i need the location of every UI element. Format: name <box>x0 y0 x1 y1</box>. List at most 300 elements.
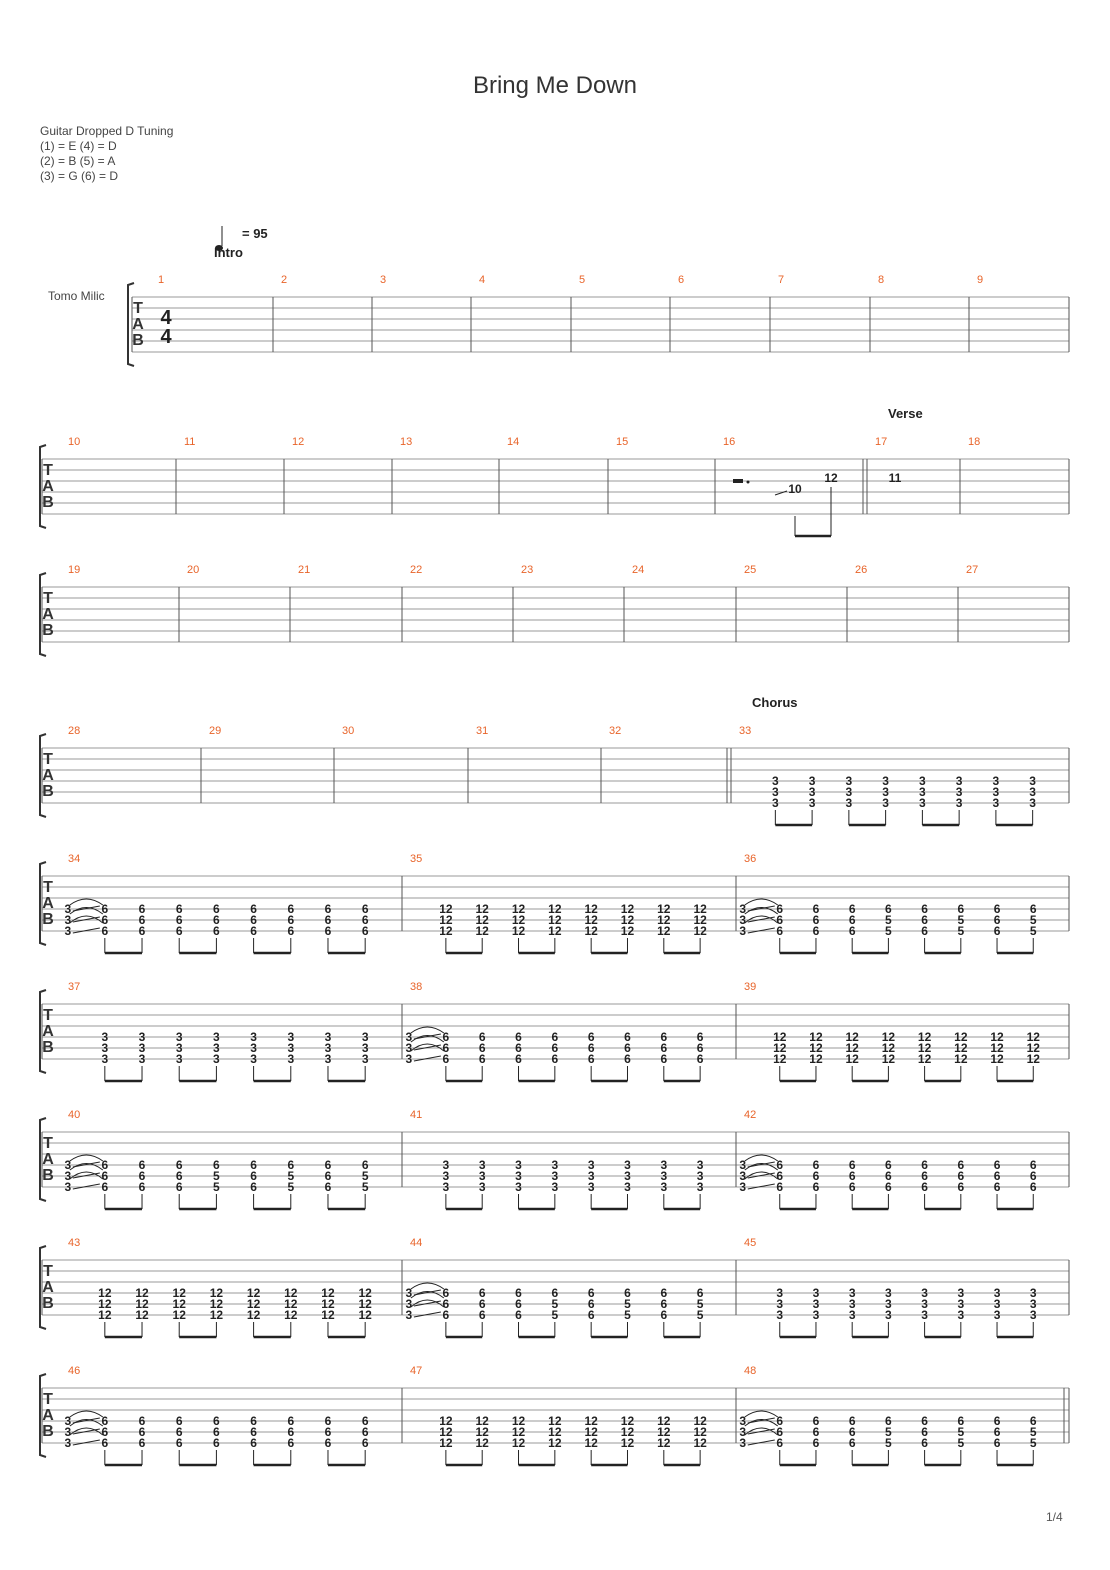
tab-clef-letter: B <box>42 1295 54 1312</box>
fret-number: 5 <box>957 913 965 927</box>
fret-number: 6 <box>993 902 1001 916</box>
fret-number: 3 <box>101 1052 109 1066</box>
fret-number: 3 <box>957 1308 965 1322</box>
fret-number: 3 <box>587 1169 595 1183</box>
bar-number: 48 <box>744 1365 757 1377</box>
fret-number: 6 <box>478 1030 486 1044</box>
fret-number: 6 <box>921 1169 928 1183</box>
fret-number: 12 <box>135 1308 149 1322</box>
fret-number: 6 <box>812 1436 820 1450</box>
fret-number: 3 <box>64 1158 72 1172</box>
fret-number: 6 <box>587 1286 595 1300</box>
fret-number: 6 <box>361 1425 369 1439</box>
fret-number: 6 <box>1029 1158 1037 1172</box>
fret-number: 6 <box>993 1169 1001 1183</box>
fret-number: 3 <box>772 785 779 799</box>
fret-number: 6 <box>660 1030 668 1044</box>
fret-number: 6 <box>287 1414 295 1428</box>
fret-number: 12 <box>284 1308 298 1322</box>
fret-number: 6 <box>287 1425 295 1439</box>
fret-number: 12 <box>135 1286 149 1300</box>
fret-number: 12 <box>511 1414 526 1428</box>
fret-number: 6 <box>624 1041 631 1055</box>
fret-number: 6 <box>324 1180 332 1194</box>
fret-number: 6 <box>696 1030 704 1044</box>
fret-number: 5 <box>287 1169 295 1183</box>
fret-number: 12 <box>439 1414 453 1428</box>
fret-number: 12 <box>990 1052 1004 1066</box>
fret-number: 3 <box>885 1308 892 1322</box>
fret-number: 3 <box>405 1030 413 1044</box>
tuning-line: (2) = B (5) = A <box>40 154 116 168</box>
section-label: Intro <box>214 245 243 260</box>
fret-number: 5 <box>213 1180 220 1194</box>
fret-number: 6 <box>587 1030 595 1044</box>
fret-number: 12 <box>439 902 453 916</box>
fret-number: 3 <box>324 1041 332 1055</box>
fret-number: 3 <box>138 1030 146 1044</box>
fret-number: 3 <box>992 796 1000 810</box>
fret-number: 3 <box>250 1030 257 1044</box>
tab-clef-letter: B <box>42 911 54 928</box>
fret-number: 12 <box>475 1414 489 1428</box>
bar-number: 40 <box>68 1109 81 1121</box>
bar-number: 7 <box>778 274 785 286</box>
fret-number: 3 <box>739 1169 747 1183</box>
fret-number: 12 <box>881 1041 896 1055</box>
fret-number: 6 <box>175 1414 183 1428</box>
fret-number: 5 <box>885 913 892 927</box>
fret-number: 6 <box>696 1041 704 1055</box>
fret-number: 12 <box>773 1030 787 1044</box>
tuning-name: Guitar Dropped D Tuning <box>40 124 174 138</box>
fret-number: 12 <box>954 1041 968 1055</box>
fret-number: 12 <box>439 913 453 927</box>
fret-number: 3 <box>660 1158 668 1172</box>
fret-number: 3 <box>64 1425 72 1439</box>
fret-number: 12 <box>1026 1030 1040 1044</box>
fret-number: 12 <box>439 1436 453 1450</box>
fret-number: 6 <box>442 1041 450 1055</box>
fret-number: 6 <box>776 1425 784 1439</box>
fret-number: 12 <box>845 1030 859 1044</box>
fret-number: 3 <box>993 1297 1001 1311</box>
fret-number: 3 <box>64 1414 72 1428</box>
fret-number: 12 <box>439 1425 453 1439</box>
bar-number: 13 <box>400 436 413 448</box>
tempo-marking: = 95 <box>242 226 268 241</box>
fret-number: 6 <box>101 902 109 916</box>
fret-number: 6 <box>287 1158 295 1172</box>
tab-clef-letter: T <box>43 879 53 896</box>
fret-number: 12 <box>620 902 635 916</box>
fret-number: 12 <box>809 1041 823 1055</box>
fret-number: 12 <box>954 1052 968 1066</box>
fret-number: 6 <box>213 1158 220 1172</box>
fret-number: 12 <box>358 1297 372 1311</box>
rest-dot <box>747 481 750 484</box>
fret-number: 6 <box>957 902 965 916</box>
fret-number: 3 <box>772 774 779 788</box>
bar-number: 19 <box>68 564 81 576</box>
fret-number: 6 <box>213 1414 220 1428</box>
bar-number: 44 <box>410 1237 423 1249</box>
tab-clef-letter: B <box>42 494 54 511</box>
tab-clef-letter: A <box>42 1407 54 1424</box>
fret-number: 12 <box>172 1286 186 1300</box>
fret-number: 3 <box>324 1052 332 1066</box>
fret-number: 3 <box>882 796 889 810</box>
fret-number: 12 <box>917 1041 932 1055</box>
fret-number: 6 <box>138 1436 146 1450</box>
fret-number: 6 <box>660 1052 668 1066</box>
fret-number: 3 <box>624 1180 631 1194</box>
fret-number: 5 <box>551 1308 559 1322</box>
fret-number: 12 <box>693 1414 707 1428</box>
fret-number: 6 <box>138 902 146 916</box>
fret-number: 12 <box>657 1425 671 1439</box>
fret-number: 3 <box>478 1158 486 1172</box>
fret-number: 6 <box>101 1425 109 1439</box>
fret-number: 6 <box>848 902 856 916</box>
fret-number: 6 <box>138 1425 146 1439</box>
fret-number: 3 <box>442 1158 450 1172</box>
fret-number: 6 <box>138 913 146 927</box>
fret-number: 6 <box>1029 902 1037 916</box>
fret-number: 3 <box>993 1308 1001 1322</box>
fret-number: 12 <box>548 1425 562 1439</box>
fret-number: 12 <box>1026 1052 1040 1066</box>
fret-number: 3 <box>848 1297 856 1311</box>
tab-clef-letter: A <box>42 606 54 623</box>
fret-number: 6 <box>213 1425 220 1439</box>
fret-number: 3 <box>848 1286 856 1300</box>
fret-number: 12 <box>548 1414 562 1428</box>
fret-number: 6 <box>250 902 257 916</box>
fret-number: 6 <box>993 1180 1001 1194</box>
fret-number: 6 <box>361 913 369 927</box>
fret-number: 12 <box>209 1308 224 1322</box>
fret-number: 12 <box>548 924 562 938</box>
fret-number: 12 <box>657 1436 671 1450</box>
fret-number: 6 <box>361 1436 369 1450</box>
fret-number: 6 <box>175 1169 183 1183</box>
fret-number: 3 <box>287 1052 295 1066</box>
fret-number: 12 <box>246 1308 261 1322</box>
fret-number: 3 <box>551 1169 559 1183</box>
fret-number: 6 <box>287 1436 295 1450</box>
fret-number: 3 <box>250 1041 257 1055</box>
bar-number: 6 <box>678 274 685 286</box>
fret-number: 6 <box>175 1425 183 1439</box>
fret-number: 6 <box>101 1169 109 1183</box>
fret-number: 6 <box>551 1041 559 1055</box>
bar-number: 31 <box>476 725 489 737</box>
fret-number: 6 <box>175 913 183 927</box>
fret-number: 6 <box>250 1414 257 1428</box>
tab-clef-letter: A <box>42 478 54 495</box>
fret-number: 6 <box>250 913 257 927</box>
fret-number: 11 <box>888 471 902 485</box>
fret-number: 3 <box>739 924 747 938</box>
fret-number: 12 <box>439 924 453 938</box>
fret-number: 6 <box>776 1414 784 1428</box>
fret-number: 10 <box>788 482 802 496</box>
fret-number: 3 <box>660 1169 668 1183</box>
fret-number: 6 <box>921 902 928 916</box>
page-number: 1/4 <box>1046 1510 1063 1524</box>
tie-arc <box>70 1155 103 1161</box>
fret-number: 12 <box>548 902 562 916</box>
bar-number: 1 <box>158 274 165 286</box>
fret-number: 6 <box>921 1414 928 1428</box>
fret-number: 6 <box>213 902 220 916</box>
bar-number: 24 <box>632 564 645 576</box>
tab-clef-letter: B <box>42 1423 54 1440</box>
fret-number: 6 <box>776 1436 784 1450</box>
fret-number: 12 <box>881 1030 896 1044</box>
fret-number: 12 <box>620 924 635 938</box>
fret-number: 6 <box>324 1425 332 1439</box>
fret-number: 6 <box>812 1158 820 1172</box>
fret-number: 6 <box>515 1030 522 1044</box>
fret-number: 6 <box>660 1308 668 1322</box>
fret-number: 12 <box>584 902 598 916</box>
fret-number: 6 <box>478 1286 486 1300</box>
fret-number: 3 <box>992 785 1000 799</box>
fret-number: 6 <box>885 1414 892 1428</box>
fret-number: 6 <box>515 1286 522 1300</box>
fret-number: 5 <box>1029 924 1037 938</box>
fret-number: 6 <box>993 924 1001 938</box>
fret-number: 3 <box>101 1041 109 1055</box>
fret-number: 12 <box>693 902 707 916</box>
bar-number: 22 <box>410 564 423 576</box>
fret-number: 3 <box>587 1158 595 1172</box>
tab-clef-letter: T <box>43 1263 53 1280</box>
fret-number: 3 <box>1029 1308 1037 1322</box>
section-label: Verse <box>888 406 923 421</box>
fret-number: 12 <box>172 1308 186 1322</box>
fret-number: 12 <box>475 913 489 927</box>
tab-clef-letter: A <box>42 1279 54 1296</box>
fret-number: 6 <box>885 1169 892 1183</box>
fret-number: 12 <box>475 1425 489 1439</box>
fret-number: 6 <box>324 1414 332 1428</box>
fret-number: 3 <box>739 1425 747 1439</box>
tab-clef-letter: T <box>43 1135 53 1152</box>
bar-number: 37 <box>68 981 81 993</box>
fret-number: 3 <box>1029 796 1036 810</box>
fret-number: 6 <box>287 902 295 916</box>
fret-number: 12 <box>284 1297 298 1311</box>
fret-number: 3 <box>696 1169 704 1183</box>
fret-number: 6 <box>921 924 928 938</box>
fret-number: 5 <box>213 1169 220 1183</box>
bar-number: 32 <box>609 725 622 737</box>
fret-number: 5 <box>885 1436 892 1450</box>
time-signature-top: 4 <box>160 307 172 329</box>
fret-number: 6 <box>101 1158 109 1172</box>
fret-number: 3 <box>812 1308 820 1322</box>
fret-number: 6 <box>624 1052 631 1066</box>
bar-number: 28 <box>68 725 81 737</box>
fret-number: 12 <box>511 924 526 938</box>
tie-arc <box>411 1027 444 1033</box>
fret-number: 12 <box>358 1286 372 1300</box>
fret-number: 5 <box>957 1436 965 1450</box>
fret-number: 6 <box>885 1158 892 1172</box>
tie-arc <box>70 899 103 905</box>
fret-number: 6 <box>250 1180 257 1194</box>
tie-arc <box>745 1411 778 1417</box>
fret-number: 6 <box>848 1414 856 1428</box>
fret-number: 3 <box>551 1180 559 1194</box>
section-label: Chorus <box>752 695 798 710</box>
fret-number: 3 <box>515 1180 522 1194</box>
fret-number: 3 <box>361 1041 369 1055</box>
bar-number: 25 <box>744 564 757 576</box>
fret-number: 6 <box>478 1308 486 1322</box>
fret-number: 3 <box>882 785 889 799</box>
fret-number: 6 <box>250 1169 257 1183</box>
fret-number: 3 <box>64 1180 72 1194</box>
fret-number: 6 <box>776 1158 784 1172</box>
fret-number: 3 <box>660 1180 668 1194</box>
fret-number: 6 <box>812 924 820 938</box>
fret-number: 12 <box>693 1425 707 1439</box>
bar-number: 16 <box>723 436 736 448</box>
fret-number: 6 <box>324 1158 332 1172</box>
fret-number: 3 <box>921 1308 928 1322</box>
fret-number: 5 <box>361 1169 369 1183</box>
fret-number: 6 <box>921 1425 928 1439</box>
fret-number: 3 <box>442 1169 450 1183</box>
fret-number: 3 <box>772 796 779 810</box>
fret-number: 12 <box>284 1286 298 1300</box>
fret-number: 12 <box>209 1286 224 1300</box>
bar-number: 18 <box>968 436 981 448</box>
bar-number: 20 <box>187 564 200 576</box>
fret-number: 6 <box>551 1286 559 1300</box>
tab-clef-letter: T <box>43 751 53 768</box>
fret-number: 12 <box>657 924 671 938</box>
fret-number: 6 <box>478 1052 486 1066</box>
fret-number: 6 <box>175 1158 183 1172</box>
fret-number: 6 <box>138 1180 146 1194</box>
fret-number: 6 <box>696 1286 704 1300</box>
fret-number: 6 <box>957 1158 965 1172</box>
fret-number: 3 <box>885 1286 892 1300</box>
fret-number: 3 <box>361 1030 369 1044</box>
fret-number: 12 <box>657 1414 671 1428</box>
fret-number: 12 <box>584 913 598 927</box>
fret-number: 12 <box>657 902 671 916</box>
bar-number: 36 <box>744 853 757 865</box>
fret-number: 6 <box>587 1308 595 1322</box>
fret-number: 6 <box>812 1414 820 1428</box>
fret-number: 6 <box>993 1425 1001 1439</box>
fret-number: 12 <box>584 1436 598 1450</box>
fret-number: 3 <box>324 1030 332 1044</box>
fret-number: 5 <box>551 1297 559 1311</box>
fret-number: 3 <box>405 1041 413 1055</box>
fret-number: 6 <box>213 1436 220 1450</box>
fret-number: 3 <box>845 774 853 788</box>
fret-number: 6 <box>848 1158 856 1172</box>
fret-number: 6 <box>848 1169 856 1183</box>
fret-number: 3 <box>955 796 963 810</box>
fret-number: 6 <box>1029 1169 1037 1183</box>
fret-number: 12 <box>321 1308 335 1322</box>
fret-number: 6 <box>848 924 856 938</box>
fret-number: 3 <box>921 1286 928 1300</box>
fret-number: 5 <box>361 1180 369 1194</box>
fret-number: 3 <box>624 1169 631 1183</box>
fret-number: 6 <box>587 1297 595 1311</box>
track-name: Tomo Milic <box>48 289 105 303</box>
fret-number: 3 <box>64 902 72 916</box>
fret-number: 12 <box>358 1308 372 1322</box>
bar-number: 12 <box>292 436 305 448</box>
tie-arc <box>745 899 778 905</box>
fret-number: 6 <box>848 1425 856 1439</box>
bar-number: 47 <box>410 1365 423 1377</box>
fret-number: 6 <box>515 1308 522 1322</box>
fret-number: 5 <box>885 924 892 938</box>
fret-number: 12 <box>511 1425 526 1439</box>
fret-number: 6 <box>442 1308 450 1322</box>
fret-number: 12 <box>511 913 526 927</box>
fret-number: 12 <box>246 1297 261 1311</box>
fret-number: 3 <box>993 1286 1001 1300</box>
fret-number: 12 <box>475 902 489 916</box>
fret-number: 3 <box>696 1180 704 1194</box>
fret-number: 6 <box>812 1425 820 1439</box>
fret-number: 6 <box>812 913 820 927</box>
fret-number: 6 <box>921 1158 928 1172</box>
fret-number: 3 <box>515 1169 522 1183</box>
fret-number: 3 <box>919 774 926 788</box>
fret-number: 6 <box>921 913 928 927</box>
fret-number: 3 <box>478 1180 486 1194</box>
fret-number: 5 <box>696 1297 704 1311</box>
tab-clef-letter: B <box>42 622 54 639</box>
fret-number: 6 <box>993 1436 1001 1450</box>
bar-number: 39 <box>744 981 757 993</box>
bar-number: 15 <box>616 436 629 448</box>
fret-number: 6 <box>993 1414 1001 1428</box>
fret-number: 6 <box>776 902 784 916</box>
fret-number: 3 <box>739 913 747 927</box>
fret-number: 3 <box>250 1052 257 1066</box>
fret-number: 12 <box>321 1286 335 1300</box>
fret-number: 3 <box>885 1297 892 1311</box>
fret-number: 5 <box>624 1308 631 1322</box>
fret-number: 12 <box>321 1297 335 1311</box>
bar-number: 30 <box>342 725 355 737</box>
bar-number: 38 <box>410 981 423 993</box>
fret-number: 6 <box>287 913 295 927</box>
fret-number: 3 <box>64 1436 72 1450</box>
fret-number: 6 <box>175 902 183 916</box>
fret-number: 12 <box>693 1436 707 1450</box>
fret-number: 6 <box>812 902 820 916</box>
fret-number: 3 <box>957 1297 965 1311</box>
fret-number: 6 <box>551 1030 559 1044</box>
fret-number: 3 <box>101 1030 109 1044</box>
tab-clef-letter: A <box>42 1023 54 1040</box>
